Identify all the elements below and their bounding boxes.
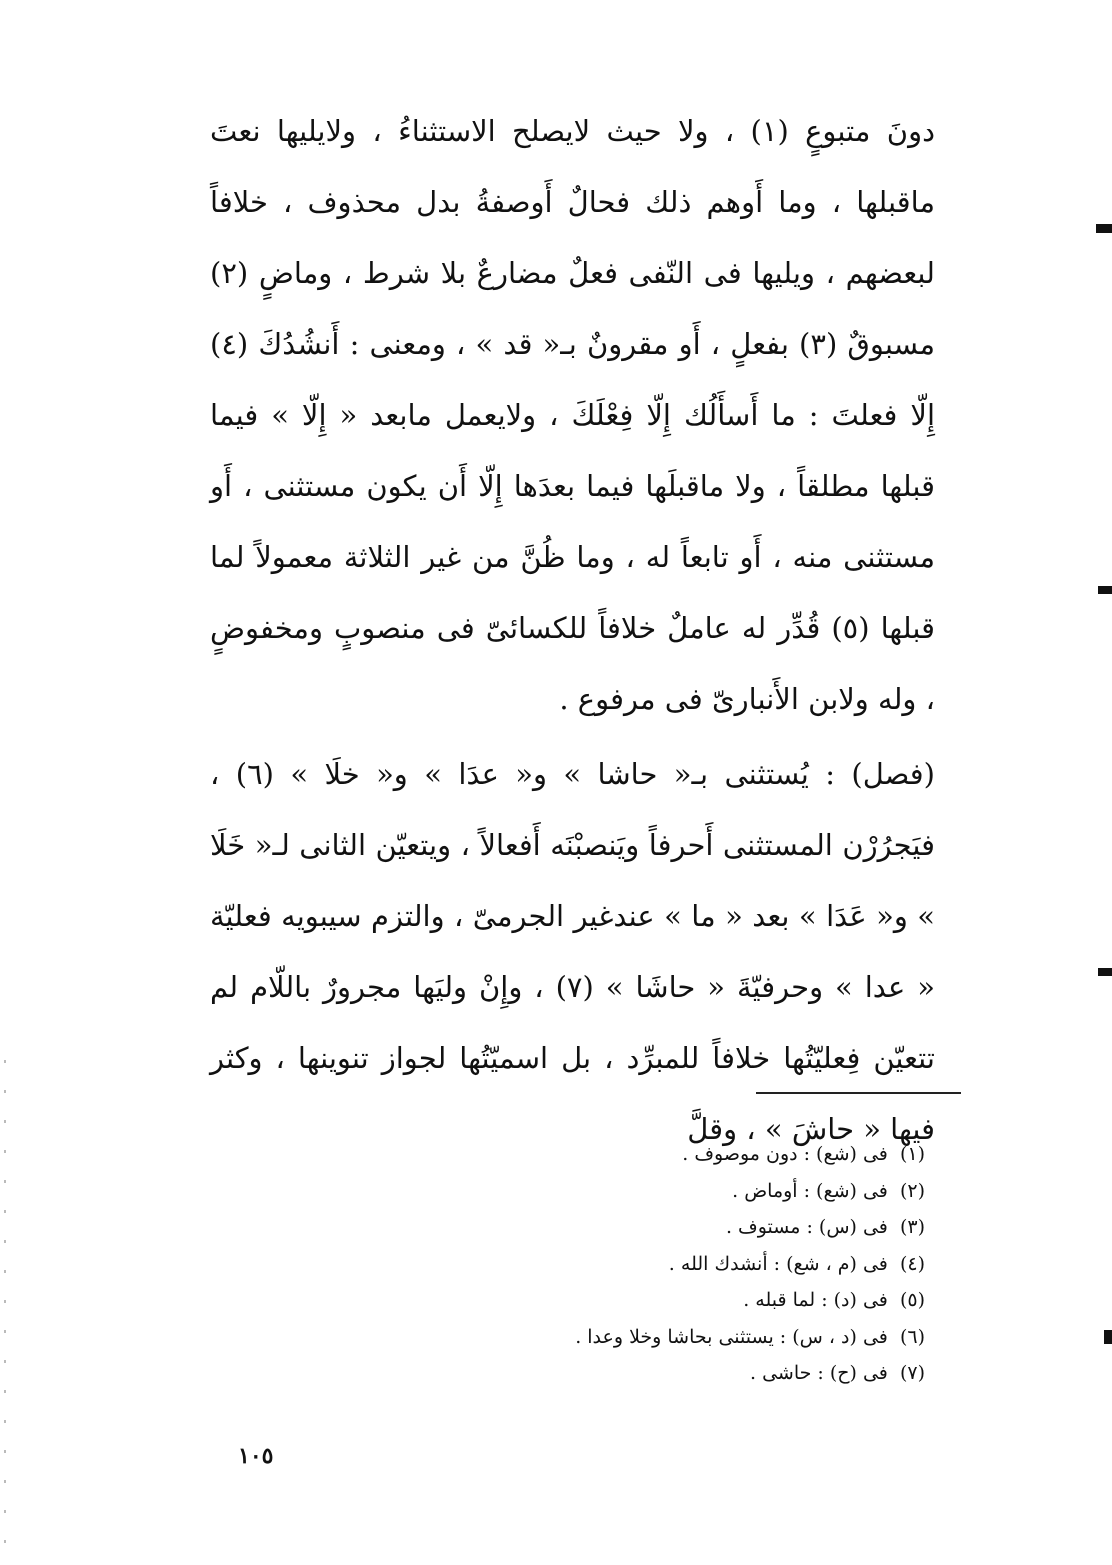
footnote-text: فى (شع) : أوماض . <box>732 1179 888 1202</box>
scan-edge-mark <box>1096 224 1112 233</box>
footnote-number: (١) <box>899 1143 925 1165</box>
footnote-number: (٥) <box>899 1289 925 1311</box>
footnote-item <box>420 1246 925 1283</box>
footnote-item <box>420 1319 925 1356</box>
footnote-divider <box>756 1092 961 1094</box>
scan-gutter-dots <box>4 1060 6 1560</box>
footnote-text: فى (س) : مستوف . <box>725 1216 888 1238</box>
footnote-item <box>420 1136 925 1173</box>
footnote-number: (٤) <box>899 1252 925 1275</box>
footnote-number: (٧) <box>899 1362 925 1384</box>
main-text <box>210 96 935 1165</box>
footnote-text: فى (د) : لما قبله . <box>743 1289 888 1311</box>
footnote-item <box>420 1209 925 1246</box>
footnote-text: فى (ح) : حاشى . <box>749 1362 888 1384</box>
footnote-text: فى (م ، شع) : أنشدك الله . <box>668 1252 888 1275</box>
paragraph-1: دونَ متبوعٍ (١) ، ولا حيث لايصلح الاستثناءُ ، ولايليها نعتَ ماقبلها ، وما أَوهم ذلك فحالٌ أَوصفةُ بدل محذوف ، خلافاً لبعضهم ، ويليها فى النّفى فعلٌ مضارعٌ بلا شرط ، وماضٍ (٢) مسبوقٌ (٣) بفعلٍ ، أَو مقرونٌ بـ« قد » ، ومعنى : أَنشُدُكَ (٤) إِلّا فعلتَ : ما أَسأَلُك إِلّا فِعْلَكَ ، ولايعمل مابعد « إِلّا » فيما قبلها مطلقاً ، ولا ماقبلَها فيما بعدَها إِلّا أَن يكون مستثنى ، أَو مستثنى منه ، أَو تابعاً له ، وما ظُنَّ من غير الثلاثة معمولاً لما قبلها (٥) قُدِّر له عاملٌ خلافاً للكسائىّ فى منصوبٍ ومخفوضٍ ، وله ولابن الأَنبارىّ فى مرفوع . <box>210 114 936 716</box>
scan-edge-mark <box>1098 586 1112 594</box>
footnote-item <box>420 1173 925 1210</box>
paragraph-2: (فصل) : يُستثنى بـ« حاشا » و« عدَا » و« خلَا » (٦) ، فيَجرُرْن المستثنى أَحرفاً ويَنصبْنَه أَفعالاً ، ويتعيّن الثانى لـ« خَلَا » و« عَدَا » بعد « ما » عندغير الجرمىّ ، والتزم سيبويه فعليّة « عدا » وحرفيّةَ « حاشَا » (٧) ، وإِنْ وليَها مجرورٌ باللّام لم تتعيّن فِعليّتُها خلافاً للمبرِّد ، بل اسميّتُها لجواز تنوينها ، وكثر فيها « حاشَ » ، وقلَّ <box>210 757 935 1146</box>
footnote-text: فى (د ، س) : يستثنى بحاشا وخلا وعدا . <box>575 1325 888 1348</box>
page-number: ١٠٥ <box>238 1443 274 1469</box>
footnote-number: (٣) <box>899 1216 925 1238</box>
footnote-number: (٦) <box>899 1325 925 1348</box>
footnote-item <box>420 1282 925 1319</box>
scan-edge-mark <box>1104 1330 1112 1344</box>
scan-edge-mark <box>1098 968 1112 976</box>
footnote-number: (٢) <box>899 1179 925 1202</box>
footnote-item <box>420 1355 925 1392</box>
footnotes <box>420 1136 925 1392</box>
footnote-text: فى (شع) : دون موصوف . <box>682 1143 888 1165</box>
